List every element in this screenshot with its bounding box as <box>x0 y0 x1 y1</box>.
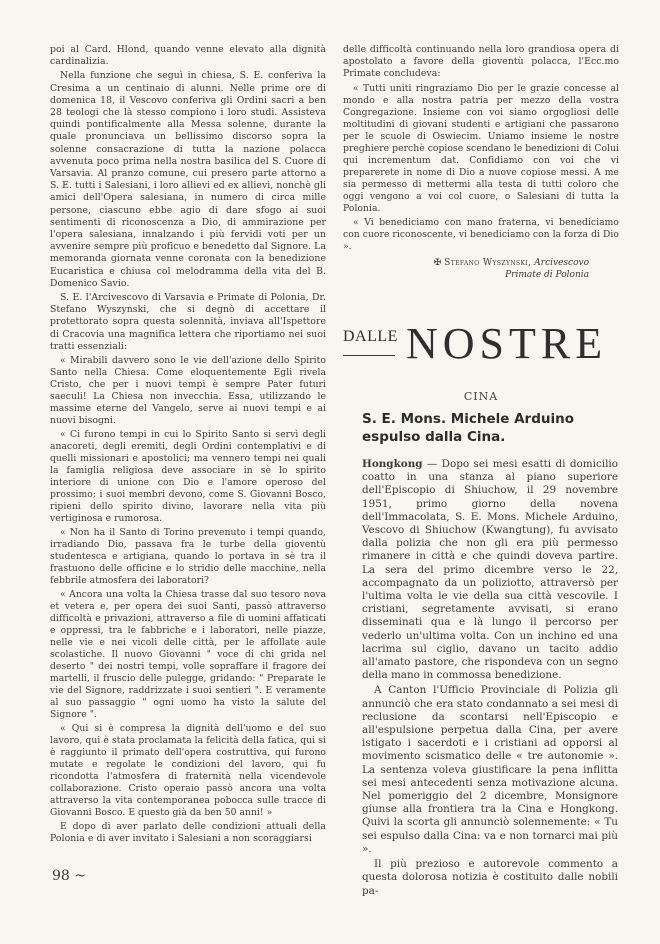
left-column <box>50 44 326 847</box>
quote-paragraph: « Tutti uniti ringraziamo Dio per le grazie concesse al mondo e alla nostra patria per mezzo della vostra Congregazione. Insieme con voi siamo orgogliosi delle moltitudini di giovani studenti e artigiani che passarono per le scuole di Oswiecim. Uniamo insieme le nostre preghiere perchè copiose scendano le benedizioni di Colui qui incrementum dat. Confidiamo con voi che vi preparerete in nome di Dio a nuove copiose messi. A me sia permesso di mettermi alla testa di tutti coloro che oggi vengono a voi col cuore, o Salesiani di tutta la Polonia. <box>343 82 619 214</box>
quote-paragraph: « Vi benediciamo con mano fraterna, vi benediciamo con cuore riconoscente, vi benediciamo con la forza di Dio ». <box>343 216 619 252</box>
cross-icon: ✠ <box>433 257 442 268</box>
signature <box>343 257 589 281</box>
article-body <box>362 458 618 900</box>
quote-paragraph: « Mirabili davvero sono le vie dell'azione dello Spirito Santo nella Chiesa. Come eloquentemente Egli rivela Cristo, che per i nuovi tempi è sempre Pater futuri saeculi! La Chiesa non invecchia. Essa, utilizzando le massime eterne del Vangelo, serve ai nuovi tempi e ai nuovi bisogni. <box>50 355 326 427</box>
paragraph: Il più prezioso e autorevole commento a questa dolorosa notizia è costituito dalle nobili pa- <box>362 858 618 897</box>
paragraph: S. E. l'Arcivescovo di Varsavia e Primate di Polonia, Dr. Stefano Wyszynski, che si degnò di accettare il protettorato sopra questa solennità, inviava all'Ispettore di Cracovia una magnifica lettera che riportiamo nei suoi tratti essenziali: <box>50 292 326 352</box>
header-dalle: DALLE <box>343 328 398 345</box>
header-rule <box>343 355 395 356</box>
dateline: Hongkong <box>362 458 423 470</box>
section-label: CINA <box>463 390 499 403</box>
quote-paragraph: « Ancora una volta la Chiesa trasse dal suo tesoro nova et vetera e, per opera dei suoi Santi, passò attraverso difficoltà e privazioni, attraverso a file di uomini affaticati e oppressi, tra le fabbriche e i laboratori, nelle piazze, nelle vie e nei vicoli delle città, per le affollate aule scolastiche. Il nuovo Giovanni " voce di chi grida nel deserto " dei nostri tempi, volle sopraffare il fragore dei martelli, il fruscio delle pulegge, gridando: " Preparate le vie del Signore, raddrizzate i suoi sentieri ". E veramente al suo passaggio " ogni uomo ha visto la salute del Signore ". <box>50 589 326 721</box>
paragraph: poi al Card. Hlond, quando venne elevato alla dignità cardinalizia. <box>50 44 326 68</box>
quote-paragraph: « Non ha il Santo di Torino prevenuto i tempi quando, irradiando Dio, passava fra le turbe della gioventù studentesca e artigiana, quando lo portava in sè tra il frastuono delle officine e lo stridio delle macchine, nella febbrile atmosfera dei laboratori? <box>50 527 326 587</box>
article-title: S. E. Mons. Michele Arduino espulso dalla Cina. <box>362 411 574 445</box>
signature-name: Stefano Wyszynski, <box>444 257 532 268</box>
header-nostre: NOSTRE <box>406 319 608 368</box>
signature-title: Arcivescovo <box>534 257 589 268</box>
paragraph: Hongkong — Dopo sei mesi esatti di domicilio coatto in una stanza al piano superiore dell'Episcopio di Shiuchow, il 29 novembre 1951, primo giorno della novena dell'Immacolata, S. E. Mons. Michele Arduino, Vescovo di Shiuchow (Kwangtung), fu avvisato dalla polizia che non gli era più permesso rimanere in città e che quindi doveva partire. La sera del primo dicembre verso le 22, accompagnato da un poliziotto, attraversò per l'ultima volta le vie della sua città vescovile. I cristiani, segretamente avvisati, si erano disseminati qua e là lungo il percorso per vederlo un'ultima volta. Con un inchino ed una lacrima sul ciglio, davano un tacito addio all'amato pastore, che rispondeva con un segno della mano in commossa benedizione. <box>362 458 618 682</box>
right-column <box>343 44 619 281</box>
paragraph: E dopo di aver parlato delle condizioni attuali della Polonia e di aver invitato i Salesiani a non scoraggiarsi <box>50 821 326 845</box>
signature-subtitle: Primate di Polonia <box>505 269 589 280</box>
section-header <box>343 319 633 368</box>
paragraph: delle difficoltà continuando nella loro grandiosa opera di apostolato a favore della gioventù polacca, l'Ecc.mo Primate concludeva: <box>343 44 619 80</box>
quote-paragraph: « Ci furono tempi in cui lo Spirito Santo si servì degli anacoreti, degli eremiti, degli Ordini contemplativi e di quelli missionari e apostolici; ma vennero tempi nei quali la famiglia religiosa deve associare in sè lo spirito interiore di unione con Dio e l'amore operoso del prossimo; i suoi membri devono, come S. Giovanni Bosco, ripieni dello spirito divino, lavorare nella vita più vertiginosa e rumorosa. <box>50 429 326 525</box>
paragraph: A Canton l'Ufficio Provinciale di Polizia gli annunciò che era stato condannato a sei mesi di reclusione da scontarsi nell'Episcopio e all'espulsione perpetua dalla Cina, per avere istigato i sacerdoti e i cristiani ad opporsi al movimento scismatico delle « tre autonomie ». La sentenza voleva giustificare la pena inflitta sei mesi antecedenti senza motivazione alcuna. Nel pomeriggio del 2 dicembre, Monsignore giunse alla frontiera tra la Cina e Hongkong. Quivi la scorta gli annunciò solennemente: « Tu sei espulso dalla Cina: va e non tornarci mai più ». <box>362 684 618 855</box>
paragraph: Nella funzione che seguì in chiesa, S. E. conferiva la Cresima a un centinaio di alunni. Nelle prime ore di domenica 18, il Vescovo conferiva gli Ordini sacri a ben 28 teologi che là stesso compiono i loro studi. Assisteva quindi pontificalmente alla Messa solenne, durante la quale pronunciava un bellissimo discorso sopra la solenne consacrazione di tutta la nazione polacca avvenuta poco prima nella nostra basilica del S. Cuore di Varsavia. Al pranzo comune, cui presero parte attorno a S. E. tutti i Salesiani, i loro allievi ed ex allievi, nonchè gli amici dell'Opera salesiana, in numero di circa mille persone, ciascuno ebbe agio di dare sfogo ai suoi sentimenti di riconoscenza a Dio, di ammirazione per l'opera salesiana, innalzando i più fervidi voti per un avvenire sempre più proficuo e benedetto dal Signore. La memoranda giornata venne coronata con la benedizione Eucaristica e chiusa col melodramma della vita del B. Domenico Savio. <box>50 70 326 289</box>
page-number: 98 ~ <box>52 868 86 884</box>
quote-paragraph: « Qui si è compresa la dignità dell'uomo e del suo lavoro, qui è stata proclamata la felicità della fatica, qui si è raggiunto il primato dell'opera costruttiva, qui furono mutate e regolate le condizioni del lavoro, qui fu ricondotta l'atmosfera di fraternità nella vicendevole collaborazione. Cristo operaio passò ancora una volta attraverso la vita contemporanea pobocca sulle tracce di Giovanni Bosco. E questo già da ben 50 anni! » <box>50 723 326 819</box>
